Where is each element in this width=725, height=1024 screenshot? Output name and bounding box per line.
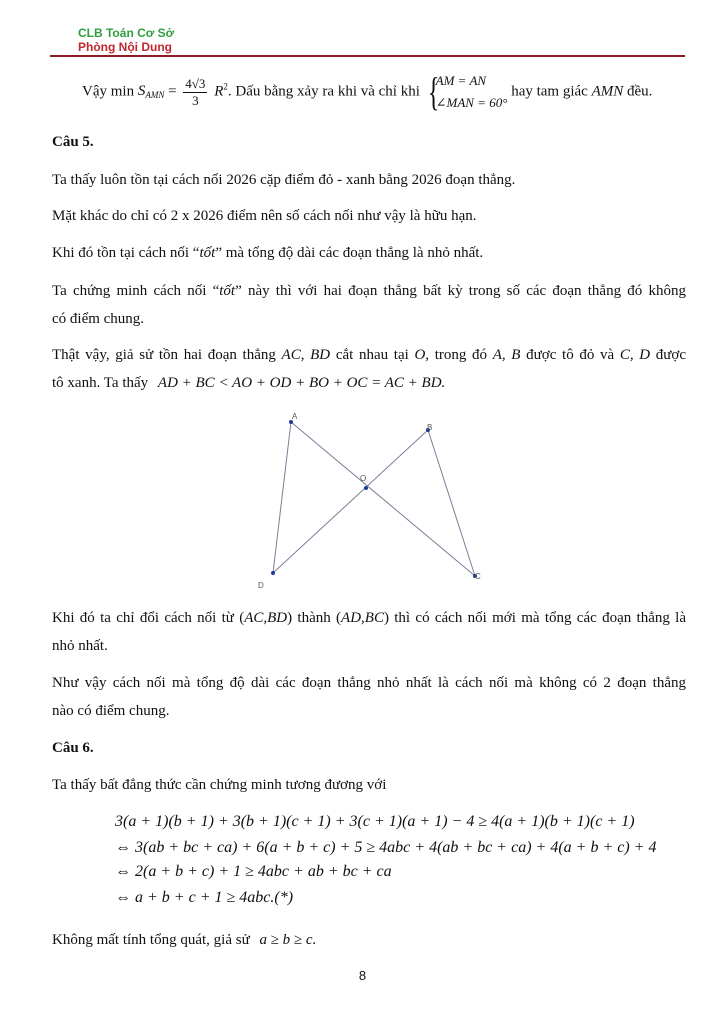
segment-figure (250, 408, 500, 592)
header-department: Phòng Nội Dung (78, 40, 172, 54)
q5-paragraph-7: Như vậy cách nối mà tổng độ dài các đoạn thẳng nhỏ nhất là cách nối mà không có 2 đoạn thẳng (52, 675, 686, 691)
q5-paragraph-6: Khi đó ta chỉ đổi cách nối từ (AC,BD) thành (AD,BC) thì có cách nối mới mà tổng các đoạn thẳng là (52, 610, 686, 626)
q5-paragraph-7-cont: nào có điểm chung. (52, 703, 170, 719)
q6-paragraph-1: Ta thấy bất đẳng thức cần chứng minh tương đương với (52, 777, 387, 793)
conclusion-end: đều. (627, 83, 653, 100)
conclusion-line (82, 70, 652, 114)
q5-paragraph-2: Mặt khác do chỉ có 2 x 2026 điểm nên số cách nối như vậy là hữu hạn. (52, 208, 477, 224)
radius-exponent: 2 (223, 81, 228, 92)
inequality: AD + BC < AO + OD + BO + OC = AC + BD. (157, 375, 446, 391)
point-O (364, 486, 368, 490)
condition-2: ∠MAN = 60° (435, 95, 508, 110)
condition-system: { AM = AN ∠MAN = 60° (427, 69, 508, 114)
label-O: O (360, 474, 367, 483)
q5-paragraph-4-cont: có điểm chung. (52, 311, 145, 327)
label-C: C (475, 572, 481, 581)
q5-paragraph-1: Ta thấy luôn tồn tại cách nối 2026 cặp điểm đỏ - xanh bằng 2026 đoạn thẳng. (52, 172, 516, 188)
q5-paragraph-5-cont: tô xanh. Ta thấy AD + BC < AO + OD + BO + OC = AC + BD. (52, 375, 446, 391)
fraction: $\frac{4√3}{3}$ (185, 75, 206, 108)
conclusion-suffix: hay tam giác (511, 83, 588, 100)
label-B: B (427, 423, 433, 432)
equation-1: 3(a + 1)(b + 1) + 3(b + 1)(c + 1) + 3(c + 1)(a + 1) − 4 ≥ 4(a + 1)(b + 1)(c + 1) (115, 813, 635, 830)
condition-1: AM = AN (435, 73, 487, 88)
question-5-title: Câu 5. (52, 134, 94, 150)
conclusion-middle: . Dấu bằng xảy ra khi và chỉ khi (227, 83, 420, 100)
q5-paragraph-3: Khi đó tồn tại cách nối “tốt” mà tổng độ dài các đoạn thẳng là nhỏ nhất. (52, 245, 484, 261)
label-D: D (258, 581, 264, 590)
radius-symbol: R (214, 83, 224, 100)
header-club: CLB Toán Cơ Sở (78, 26, 175, 40)
equation-4: ⇔ a + b + c + 1 ≥ 4abc.(*) (115, 889, 294, 906)
equation-3: ⇔ 2(a + b + c) + 1 ≥ 4abc + ab + bc + ca (115, 863, 392, 880)
equals-sign: = (168, 83, 177, 100)
equation-2: ⇔ 3(ab + bc + ca) + 6(a + b + c) + 5 ≥ 4abc + 4(ab + bc + ca) + 4(a + b + c) + 4 (115, 839, 657, 856)
page-number: 8 (358, 968, 367, 983)
segment-AC (291, 422, 475, 576)
q5-paragraph-5: Thật vậy, giả sử tồn hai đoạn thẳng AC, BD cắt nhau tại O, trong đó A, B được tô đỏ và C, D được (52, 347, 687, 363)
header-divider (50, 55, 685, 57)
conclusion-prefix: Vậy min (82, 83, 135, 100)
q5-paragraph-4: Ta chứng minh cách nối “tốt” này thì với hai đoạn thẳng bất kỳ trong số các đoạn thẳng đó không (52, 283, 686, 299)
segment-BC (428, 430, 475, 576)
triangle-name: AMN (591, 83, 624, 100)
segment-AD (273, 422, 291, 573)
point-D (271, 571, 275, 575)
q5-paragraph-6-cont: nhỏ nhất. (52, 638, 108, 654)
segment-BD (273, 430, 428, 573)
area-symbol: $S_{AMN}$ (137, 83, 165, 101)
question-6-title: Câu 6. (52, 740, 94, 756)
q6-paragraph-2: Không mất tính tổng quát, giả sử a ≥ b ≥ c. (52, 932, 317, 948)
label-A: A (292, 412, 298, 421)
